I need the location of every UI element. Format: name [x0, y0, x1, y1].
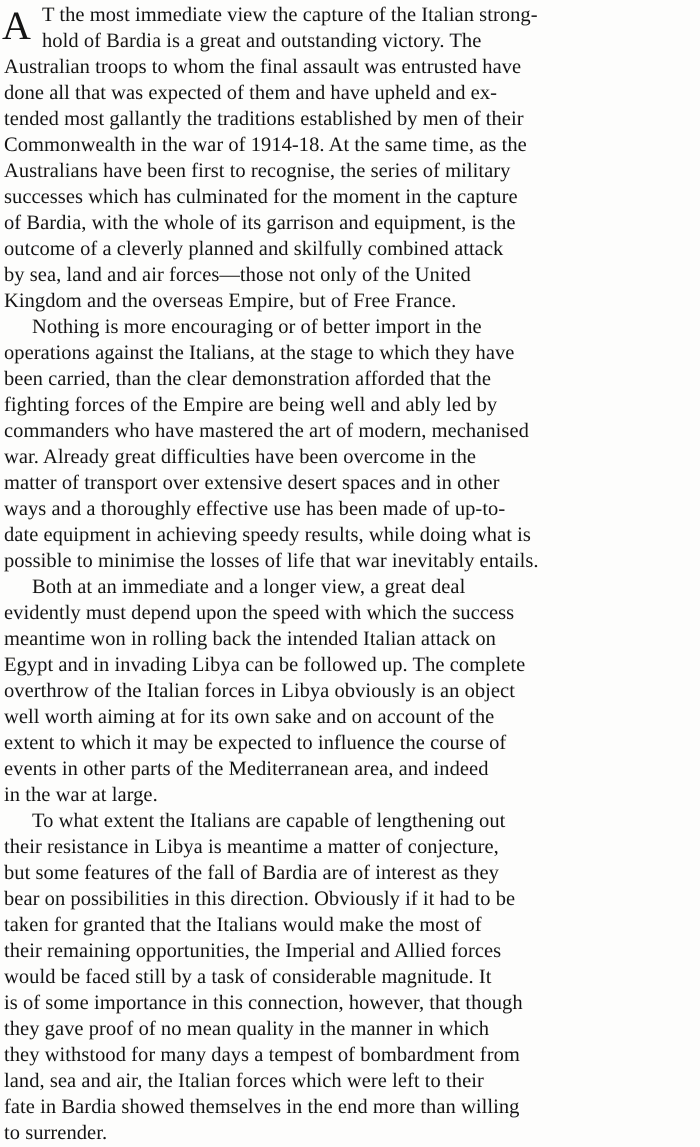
article-line: they gave proof of no mean quality in the manner in which	[4, 1018, 490, 1040]
article-line: events in other parts of the Mediterranean area, and indeed	[4, 758, 489, 780]
article-line: T the most immediate view the capture of the Italian strong-	[42, 4, 538, 26]
article-line: is of some importance in this connection, however, that though	[4, 992, 523, 1014]
article-line: Nothing is more encouraging or of better import in the	[32, 316, 482, 338]
article-line: by sea, land and air forces—those not only of the United	[4, 264, 471, 286]
article-line: their resistance in Libya is meantime a matter of conjecture,	[4, 836, 499, 858]
article-line: taken for granted that the Italians would make the most of	[4, 914, 482, 936]
article-line: meantime won in rolling back the intended Italian attack on	[4, 628, 496, 650]
article-line: land, sea and air, the Italian forces which were left to their	[4, 1070, 484, 1092]
article-line: but some features of the fall of Bardia are of interest as they	[4, 862, 499, 884]
article-line: in the war at large.	[4, 784, 158, 806]
article-line: outcome of a cleverly planned and skilfully combined attack	[4, 238, 504, 260]
article-line: their remaining opportunities, the Imperial and Allied forces	[4, 940, 502, 962]
article-line: Australians have been first to recognise, the series of military	[4, 160, 511, 182]
article-line: war. Already great difficulties have been overcome in the	[4, 446, 477, 468]
article-line: they withstood for many days a tempest of bombardment from	[4, 1044, 520, 1066]
article-line: Australian troops to whom the final assault was entrusted have	[4, 56, 522, 78]
article-line: Egypt and in invading Libya can be followed up. The complete	[4, 654, 526, 676]
article-line: would be faced still by a task of considerable magnitude. It	[4, 966, 492, 988]
article-line: successes which has culminated for the moment in the capture	[4, 186, 518, 208]
article-line: Commonwealth in the war of 1914-18. At the same time, as the	[4, 134, 527, 156]
article-line: tended most gallantly the traditions established by men of their	[4, 108, 524, 130]
article-line: bear on possibilities in this direction. Obviously if it had to be	[4, 888, 516, 910]
article-line: extent to which it may be expected to influence the course of	[4, 732, 507, 754]
article-line: Kingdom and the overseas Empire, but of Free France.	[4, 290, 457, 312]
article-line: ways and a thoroughly effective use has been made of up-to-	[4, 498, 506, 520]
article-line: Both at an immediate and a longer view, a great deal	[32, 576, 466, 598]
article-line: possible to minimise the losses of life that war inevitably entails.	[4, 550, 539, 572]
drop-cap: A	[2, 3, 31, 48]
article-line: operations against the Italians, at the stage to which they have	[4, 342, 515, 364]
article-line: To what extent the Italians are capable of lengthening out	[32, 810, 506, 832]
article-line: to surrender.	[4, 1122, 108, 1144]
article-line: been carried, than the clear demonstration afforded that the	[4, 368, 492, 390]
article-line: fighting forces of the Empire are being well and ably led by	[4, 394, 498, 416]
article-line: of Bardia, with the whole of its garrison and equipment, is the	[4, 212, 516, 234]
article-line: well worth aiming at for its own sake and on account of the	[4, 706, 495, 728]
article-line: done all that was expected of them and have upheld and ex-	[4, 82, 498, 104]
article-line: matter of transport over extensive desert spaces and in other	[4, 472, 500, 494]
article-line: fate in Bardia showed themselves in the end more than willing	[4, 1096, 520, 1118]
article-line: evidently must depend upon the speed with which the success	[4, 602, 515, 624]
article-line: hold of Bardia is a great and outstanding victory. The	[42, 30, 482, 52]
article-line: date equipment in achieving speedy results, while doing what is	[4, 524, 531, 546]
article-line: overthrow of the Italian forces in Libya obviously is an object	[4, 680, 515, 702]
article-line: commanders who have mastered the art of modern, mechanised	[4, 420, 529, 442]
